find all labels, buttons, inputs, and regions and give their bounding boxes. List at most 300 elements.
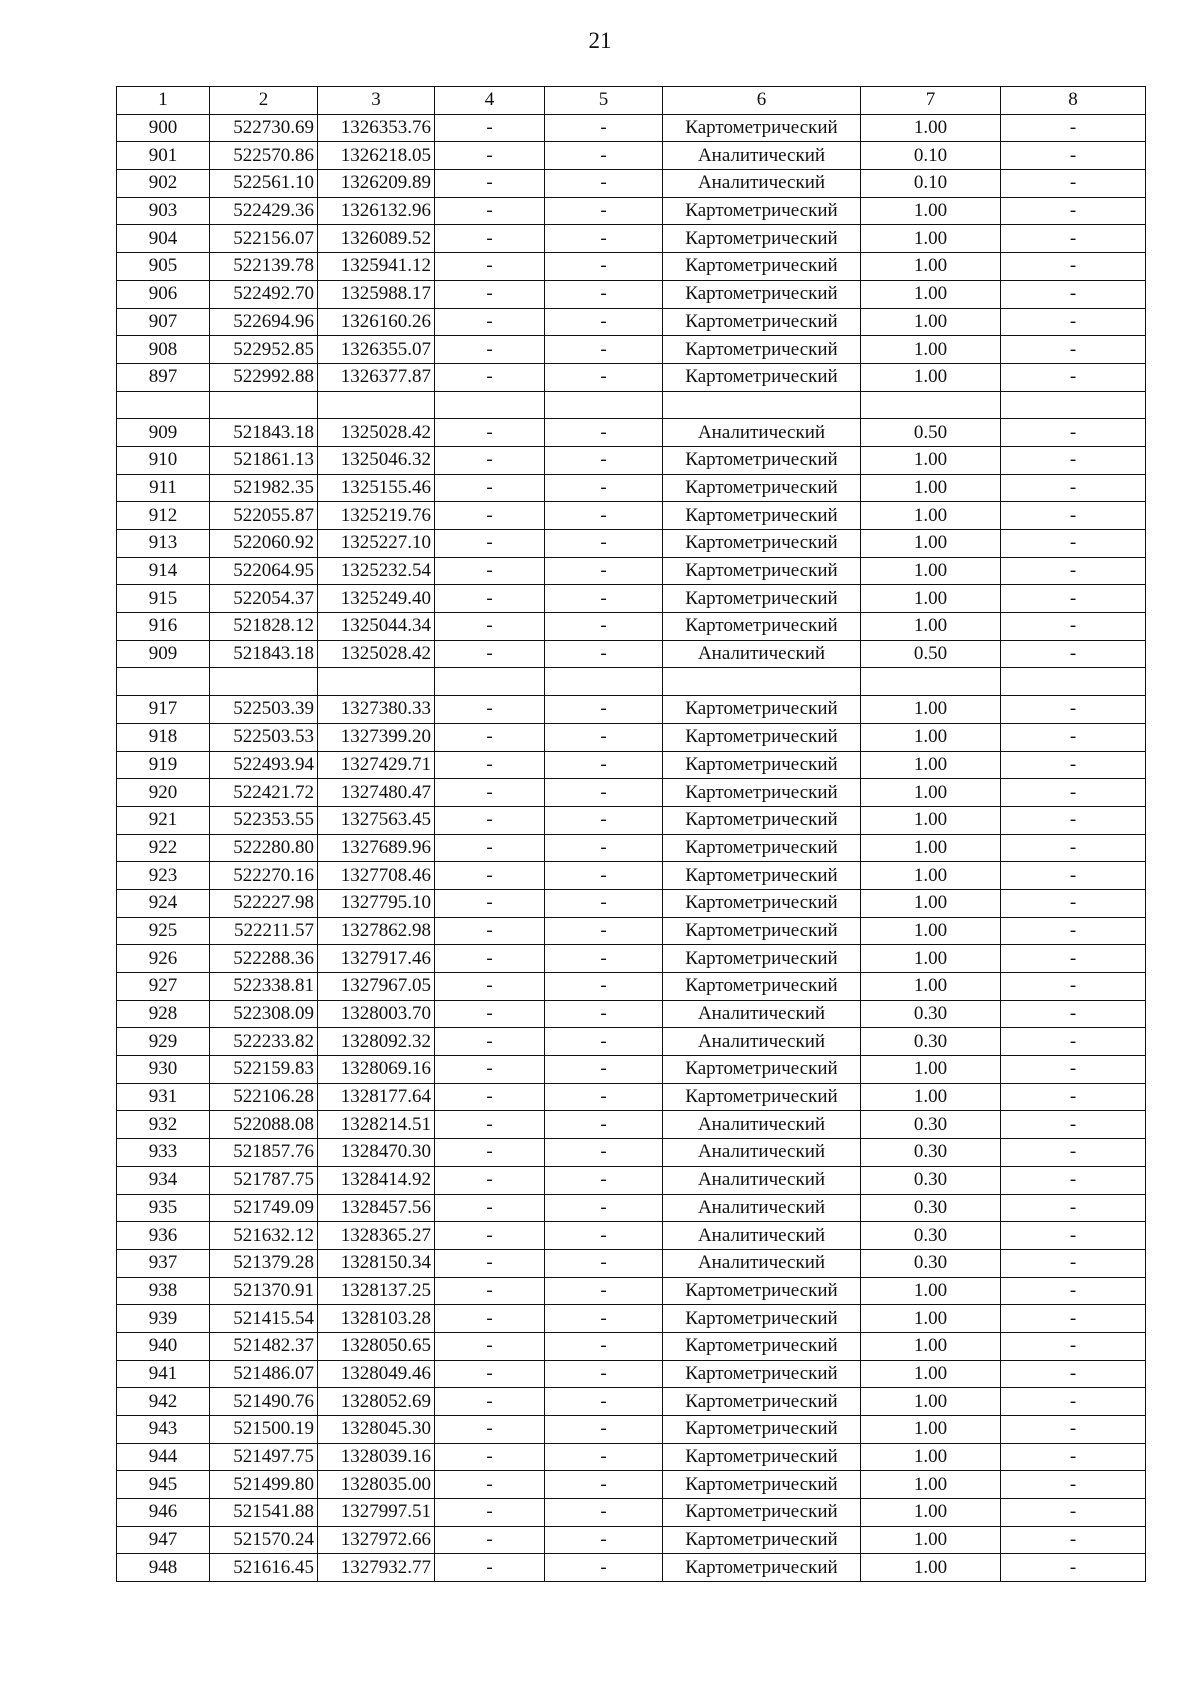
x-coordinate-cell: 522353.55: [210, 806, 318, 834]
y-coordinate-cell: 1327972.66: [318, 1526, 435, 1554]
column-4-cell: -: [435, 585, 545, 613]
column-4-cell: -: [435, 474, 545, 502]
column-4-cell: -: [435, 1083, 545, 1111]
method-cell: Аналитический: [663, 142, 861, 170]
precision-cell: 0.10: [861, 142, 1001, 170]
point-number-cell: 941: [117, 1360, 210, 1388]
column-4-cell: -: [435, 1111, 545, 1139]
column-4-cell: -: [435, 1443, 545, 1471]
precision-cell: 1.00: [861, 1499, 1001, 1527]
x-coordinate-cell: 521370.91: [210, 1277, 318, 1305]
method-cell: Картометрический: [663, 253, 861, 281]
method-cell: Аналитический: [663, 1139, 861, 1167]
column-8-cell: -: [1001, 1194, 1146, 1222]
column-4-cell: -: [435, 197, 545, 225]
x-coordinate-cell: 522992.88: [210, 363, 318, 391]
x-coordinate-cell: 522429.36: [210, 197, 318, 225]
method-cell: Картометрический: [663, 973, 861, 1001]
x-coordinate-cell: 522492.70: [210, 280, 318, 308]
column-4-cell: -: [435, 530, 545, 558]
column-5-cell: -: [545, 336, 663, 364]
precision-cell: 1.00: [861, 225, 1001, 253]
precision-cell: 1.00: [861, 779, 1001, 807]
column-5-cell: -: [545, 723, 663, 751]
column-8-cell: -: [1001, 474, 1146, 502]
method-cell: Картометрический: [663, 1083, 861, 1111]
column-4-cell: -: [435, 1139, 545, 1167]
column-8-cell: -: [1001, 225, 1146, 253]
x-coordinate-cell: 522211.57: [210, 917, 318, 945]
column-5-cell: -: [545, 170, 663, 198]
x-coordinate-cell: [210, 668, 318, 696]
table-header: [117, 87, 1146, 115]
point-number-cell: 939: [117, 1305, 210, 1333]
column-8-cell: -: [1001, 1000, 1146, 1028]
method-cell: Аналитический: [663, 1028, 861, 1056]
column-4-cell: -: [435, 1194, 545, 1222]
column-8-cell: -: [1001, 363, 1146, 391]
table-row: [117, 585, 1146, 613]
column-8-cell: [1001, 391, 1146, 419]
x-coordinate-cell: 522952.85: [210, 336, 318, 364]
method-cell: Аналитический: [663, 170, 861, 198]
point-number-cell: 914: [117, 557, 210, 585]
column-4-cell: -: [435, 917, 545, 945]
table-row: [117, 973, 1146, 1001]
column-4-cell: [435, 668, 545, 696]
precision-cell: 0.30: [861, 1000, 1001, 1028]
table-row: [117, 308, 1146, 336]
x-coordinate-cell: 521486.07: [210, 1360, 318, 1388]
column-8-cell: -: [1001, 1277, 1146, 1305]
page-number: 21: [588, 28, 612, 53]
method-cell: Аналитический: [663, 1222, 861, 1250]
y-coordinate-cell: 1328092.32: [318, 1028, 435, 1056]
precision-cell: 1.00: [861, 834, 1001, 862]
column-8-cell: -: [1001, 613, 1146, 641]
y-coordinate-cell: 1327795.10: [318, 889, 435, 917]
y-coordinate-cell: 1328069.16: [318, 1056, 435, 1084]
column-5-cell: -: [545, 1360, 663, 1388]
column-5-cell: -: [545, 1554, 663, 1582]
column-5-cell: -: [545, 557, 663, 585]
column-5-cell: -: [545, 1028, 663, 1056]
column-5-cell: -: [545, 446, 663, 474]
column-8-cell: -: [1001, 197, 1146, 225]
x-coordinate-cell: 521379.28: [210, 1249, 318, 1277]
table-row: [117, 336, 1146, 364]
column-8-cell: -: [1001, 1554, 1146, 1582]
y-coordinate-cell: 1328365.27: [318, 1222, 435, 1250]
column-5-cell: -: [545, 1305, 663, 1333]
precision-cell: 1.00: [861, 280, 1001, 308]
column-5-cell: -: [545, 696, 663, 724]
precision-cell: 0.50: [861, 419, 1001, 447]
table-row: [117, 502, 1146, 530]
point-number-cell: 930: [117, 1056, 210, 1084]
column-4-cell: -: [435, 502, 545, 530]
method-cell: Аналитический: [663, 1000, 861, 1028]
table-row: [117, 1111, 1146, 1139]
table-row: [117, 1194, 1146, 1222]
column-4-cell: -: [435, 1332, 545, 1360]
column-8-cell: -: [1001, 862, 1146, 890]
precision-cell: 1.00: [861, 253, 1001, 281]
precision-cell: 1.00: [861, 1526, 1001, 1554]
column-4-cell: -: [435, 336, 545, 364]
method-cell: Картометрический: [663, 779, 861, 807]
y-coordinate-cell: 1327967.05: [318, 973, 435, 1001]
precision-cell: 1.00: [861, 1305, 1001, 1333]
y-coordinate-cell: 1328457.56: [318, 1194, 435, 1222]
point-number-cell: 905: [117, 253, 210, 281]
column-4-cell: -: [435, 1416, 545, 1444]
point-number-cell: 901: [117, 142, 210, 170]
x-coordinate-cell: 522233.82: [210, 1028, 318, 1056]
coordinates-table: [116, 86, 1146, 1582]
column-5-cell: -: [545, 973, 663, 1001]
precision-cell: 0.30: [861, 1222, 1001, 1250]
table-row: [117, 474, 1146, 502]
method-cell: Картометрический: [663, 917, 861, 945]
method-cell: Картометрический: [663, 557, 861, 585]
column-5-cell: -: [545, 1083, 663, 1111]
point-number-cell: 907: [117, 308, 210, 336]
column-5-cell: -: [545, 419, 663, 447]
point-number-cell: 933: [117, 1139, 210, 1167]
column-4-cell: -: [435, 142, 545, 170]
column-8-cell: -: [1001, 1056, 1146, 1084]
method-cell: Картометрический: [663, 502, 861, 530]
precision-cell: 0.30: [861, 1111, 1001, 1139]
y-coordinate-cell: 1327399.20: [318, 723, 435, 751]
column-5-cell: -: [545, 779, 663, 807]
table-row: [117, 1443, 1146, 1471]
column-8-cell: -: [1001, 1222, 1146, 1250]
method-cell: Картометрический: [663, 613, 861, 641]
table-row: [117, 668, 1146, 696]
column-8-cell: -: [1001, 336, 1146, 364]
point-number-cell: 924: [117, 889, 210, 917]
method-cell: Картометрический: [663, 280, 861, 308]
method-cell: Картометрический: [663, 806, 861, 834]
point-number-cell: 913: [117, 530, 210, 558]
precision-cell: 0.30: [861, 1028, 1001, 1056]
column-4-cell: -: [435, 834, 545, 862]
column-5-cell: [545, 391, 663, 419]
column-8-cell: -: [1001, 170, 1146, 198]
method-cell: Картометрический: [663, 308, 861, 336]
point-number-cell: 948: [117, 1554, 210, 1582]
method-cell: Картометрический: [663, 1416, 861, 1444]
y-coordinate-cell: 1328414.92: [318, 1166, 435, 1194]
table-row: [117, 1416, 1146, 1444]
x-coordinate-cell: 521861.13: [210, 446, 318, 474]
column-8-cell: -: [1001, 1166, 1146, 1194]
x-coordinate-cell: 522159.83: [210, 1056, 318, 1084]
column-5-cell: -: [545, 197, 663, 225]
column-5-cell: -: [545, 1166, 663, 1194]
y-coordinate-cell: 1325219.76: [318, 502, 435, 530]
table-row: [117, 1388, 1146, 1416]
y-coordinate-cell: 1325044.34: [318, 613, 435, 641]
x-coordinate-cell: 522280.80: [210, 834, 318, 862]
y-coordinate-cell: 1325988.17: [318, 280, 435, 308]
y-coordinate-cell: 1327932.77: [318, 1554, 435, 1582]
table-row: [117, 1166, 1146, 1194]
y-coordinate-cell: 1325046.32: [318, 446, 435, 474]
method-cell: Аналитический: [663, 1111, 861, 1139]
method-cell: Картометрический: [663, 889, 861, 917]
column-5-cell: -: [545, 114, 663, 142]
column-5-cell: -: [545, 1499, 663, 1527]
y-coordinate-cell: 1326377.87: [318, 363, 435, 391]
precision-cell: 1.00: [861, 1277, 1001, 1305]
method-cell: Картометрический: [663, 114, 861, 142]
column-header-8: 8: [1001, 87, 1146, 115]
column-4-cell: -: [435, 1000, 545, 1028]
column-5-cell: -: [545, 1249, 663, 1277]
precision-cell: 0.30: [861, 1194, 1001, 1222]
point-number-cell: 925: [117, 917, 210, 945]
y-coordinate-cell: 1328045.30: [318, 1416, 435, 1444]
method-cell: Картометрический: [663, 834, 861, 862]
table-row: [117, 1332, 1146, 1360]
x-coordinate-cell: 522730.69: [210, 114, 318, 142]
x-coordinate-cell: 522308.09: [210, 1000, 318, 1028]
column-8-cell: -: [1001, 1332, 1146, 1360]
table-row: [117, 889, 1146, 917]
y-coordinate-cell: 1325028.42: [318, 419, 435, 447]
column-8-cell: -: [1001, 280, 1146, 308]
x-coordinate-cell: 522493.94: [210, 751, 318, 779]
y-coordinate-cell: 1325227.10: [318, 530, 435, 558]
x-coordinate-cell: 521500.19: [210, 1416, 318, 1444]
x-coordinate-cell: 522288.36: [210, 945, 318, 973]
method-cell: Картометрический: [663, 474, 861, 502]
column-8-cell: -: [1001, 1028, 1146, 1056]
column-5-cell: -: [545, 889, 663, 917]
precision-cell: 1.00: [861, 1332, 1001, 1360]
y-coordinate-cell: 1325155.46: [318, 474, 435, 502]
column-5-cell: -: [545, 945, 663, 973]
method-cell: Картометрический: [663, 530, 861, 558]
column-8-cell: -: [1001, 1416, 1146, 1444]
precision-cell: 0.50: [861, 640, 1001, 668]
column-8-cell: -: [1001, 1443, 1146, 1471]
table-row: [117, 1526, 1146, 1554]
column-5-cell: -: [545, 253, 663, 281]
table-row: [117, 1305, 1146, 1333]
y-coordinate-cell: 1326160.26: [318, 308, 435, 336]
y-coordinate-cell: 1326218.05: [318, 142, 435, 170]
precision-cell: 1.00: [861, 862, 1001, 890]
method-cell: Картометрический: [663, 945, 861, 973]
table-row: [117, 834, 1146, 862]
y-coordinate-cell: 1327429.71: [318, 751, 435, 779]
column-4-cell: -: [435, 170, 545, 198]
table-row: [117, 779, 1146, 807]
table-row: [117, 751, 1146, 779]
column-4-cell: -: [435, 1028, 545, 1056]
column-5-cell: -: [545, 1000, 663, 1028]
table-body: [117, 114, 1146, 1581]
column-5-cell: -: [545, 142, 663, 170]
point-number-cell: 935: [117, 1194, 210, 1222]
column-5-cell: -: [545, 1277, 663, 1305]
precision-cell: 1.00: [861, 945, 1001, 973]
y-coordinate-cell: 1327917.46: [318, 945, 435, 973]
y-coordinate-cell: 1327997.51: [318, 1499, 435, 1527]
column-8-cell: -: [1001, 1249, 1146, 1277]
column-8-cell: -: [1001, 1111, 1146, 1139]
y-coordinate-cell: 1327689.96: [318, 834, 435, 862]
column-5-cell: -: [545, 613, 663, 641]
point-number-cell: 904: [117, 225, 210, 253]
y-coordinate-cell: 1328214.51: [318, 1111, 435, 1139]
column-8-cell: -: [1001, 419, 1146, 447]
point-number-cell: 938: [117, 1277, 210, 1305]
column-4-cell: -: [435, 1499, 545, 1527]
precision-cell: 1.00: [861, 723, 1001, 751]
point-number-cell: 946: [117, 1499, 210, 1527]
point-number-cell: 908: [117, 336, 210, 364]
column-8-cell: -: [1001, 253, 1146, 281]
method-cell: Картометрический: [663, 197, 861, 225]
point-number-cell: 942: [117, 1388, 210, 1416]
column-8-cell: -: [1001, 142, 1146, 170]
precision-cell: 1.00: [861, 474, 1001, 502]
precision-cell: 1.00: [861, 1416, 1001, 1444]
point-number-cell: 910: [117, 446, 210, 474]
column-4-cell: -: [435, 557, 545, 585]
column-4-cell: -: [435, 1388, 545, 1416]
x-coordinate-cell: 521490.76: [210, 1388, 318, 1416]
column-4-cell: -: [435, 253, 545, 281]
y-coordinate-cell: [318, 391, 435, 419]
column-5-cell: -: [545, 363, 663, 391]
point-number-cell: 927: [117, 973, 210, 1001]
column-8-cell: -: [1001, 530, 1146, 558]
table-row: [117, 862, 1146, 890]
table-row: [117, 280, 1146, 308]
x-coordinate-cell: 521415.54: [210, 1305, 318, 1333]
column-8-cell: -: [1001, 751, 1146, 779]
column-5-cell: [545, 668, 663, 696]
column-5-cell: -: [545, 530, 663, 558]
column-4-cell: -: [435, 308, 545, 336]
x-coordinate-cell: 522421.72: [210, 779, 318, 807]
point-number-cell: 916: [117, 613, 210, 641]
point-number-cell: 909: [117, 640, 210, 668]
table-row: [117, 1056, 1146, 1084]
precision-cell: [861, 668, 1001, 696]
column-4-cell: -: [435, 806, 545, 834]
point-number-cell: 931: [117, 1083, 210, 1111]
table-row: [117, 1360, 1146, 1388]
x-coordinate-cell: 521857.76: [210, 1139, 318, 1167]
precision-cell: 1.00: [861, 1471, 1001, 1499]
y-coordinate-cell: 1326355.07: [318, 336, 435, 364]
method-cell: Картометрический: [663, 363, 861, 391]
table-row: [117, 1471, 1146, 1499]
y-coordinate-cell: 1327708.46: [318, 862, 435, 890]
column-5-cell: -: [545, 225, 663, 253]
column-4-cell: -: [435, 1249, 545, 1277]
table-row: [117, 363, 1146, 391]
table-row: [117, 391, 1146, 419]
column-4-cell: -: [435, 1222, 545, 1250]
column-5-cell: -: [545, 1471, 663, 1499]
point-number-cell: [117, 668, 210, 696]
table-row: [117, 723, 1146, 751]
point-number-cell: 902: [117, 170, 210, 198]
column-8-cell: -: [1001, 114, 1146, 142]
column-8-cell: -: [1001, 834, 1146, 862]
column-5-cell: -: [545, 585, 663, 613]
y-coordinate-cell: 1325028.42: [318, 640, 435, 668]
y-coordinate-cell: 1328050.65: [318, 1332, 435, 1360]
point-number-cell: 934: [117, 1166, 210, 1194]
table-row: [117, 1000, 1146, 1028]
precision-cell: 1.00: [861, 696, 1001, 724]
method-cell: Картометрический: [663, 446, 861, 474]
method-cell: Картометрический: [663, 1499, 861, 1527]
column-5-cell: -: [545, 280, 663, 308]
x-coordinate-cell: 522570.86: [210, 142, 318, 170]
x-coordinate-cell: 522503.53: [210, 723, 318, 751]
point-number-cell: 937: [117, 1249, 210, 1277]
point-number-cell: 909: [117, 419, 210, 447]
column-4-cell: -: [435, 751, 545, 779]
y-coordinate-cell: 1327380.33: [318, 696, 435, 724]
precision-cell: 1.00: [861, 114, 1001, 142]
column-5-cell: -: [545, 474, 663, 502]
point-number-cell: 911: [117, 474, 210, 502]
column-8-cell: -: [1001, 1360, 1146, 1388]
method-cell: Аналитический: [663, 419, 861, 447]
x-coordinate-cell: 521749.09: [210, 1194, 318, 1222]
column-4-cell: -: [435, 280, 545, 308]
header-row: [117, 87, 1146, 115]
y-coordinate-cell: 1328035.00: [318, 1471, 435, 1499]
column-5-cell: -: [545, 1332, 663, 1360]
column-4-cell: -: [435, 1277, 545, 1305]
point-number-cell: 929: [117, 1028, 210, 1056]
table-row: [117, 945, 1146, 973]
y-coordinate-cell: 1328052.69: [318, 1388, 435, 1416]
x-coordinate-cell: 521570.24: [210, 1526, 318, 1554]
x-coordinate-cell: 522694.96: [210, 308, 318, 336]
method-cell: Картометрический: [663, 225, 861, 253]
table-row: [117, 170, 1146, 198]
table-row: [117, 1277, 1146, 1305]
column-8-cell: -: [1001, 502, 1146, 530]
column-header-6: 6: [663, 87, 861, 115]
column-4-cell: -: [435, 1526, 545, 1554]
column-4-cell: -: [435, 945, 545, 973]
method-cell: Картометрический: [663, 1305, 861, 1333]
point-number-cell: 947: [117, 1526, 210, 1554]
column-5-cell: -: [545, 1526, 663, 1554]
point-number-cell: 918: [117, 723, 210, 751]
point-number-cell: 922: [117, 834, 210, 862]
method-cell: Картометрический: [663, 723, 861, 751]
table-row: [117, 1139, 1146, 1167]
table-row: [117, 253, 1146, 281]
x-coordinate-cell: 521843.18: [210, 640, 318, 668]
table-row: [117, 806, 1146, 834]
